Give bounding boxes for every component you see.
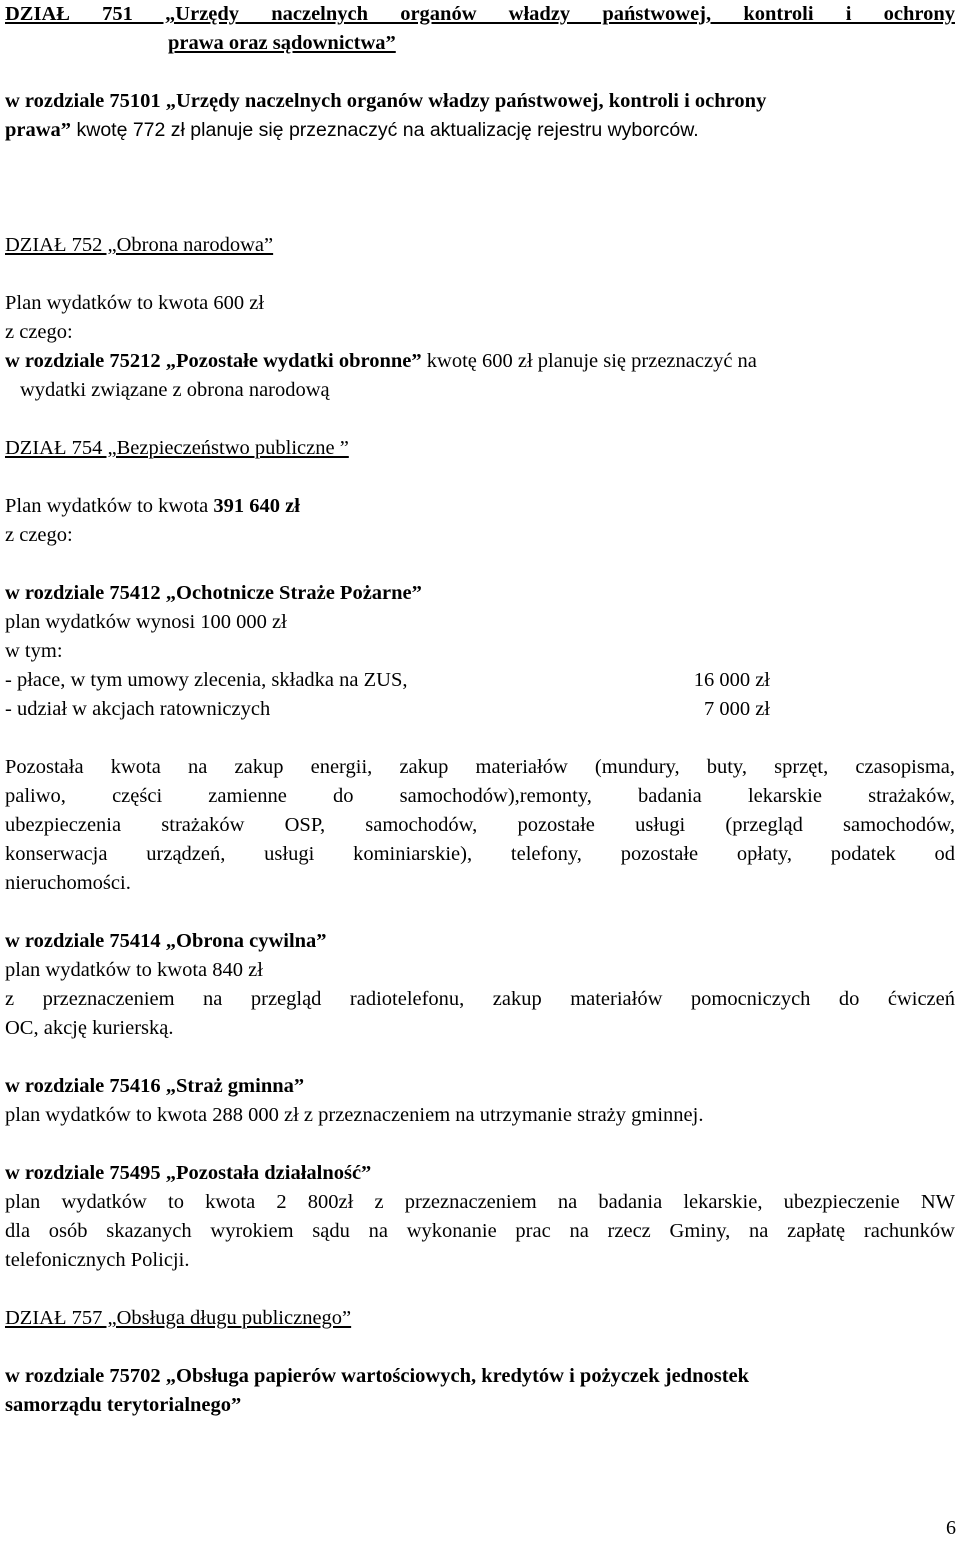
dzial-754-plan-amount: 391 640 zł [213, 495, 300, 517]
list-item-label: - płace, w tym umowy zlecenia, składka na ZUS, [5, 669, 408, 691]
rozdzial-75101-prawa: prawa” [5, 119, 72, 141]
rozdzial-75212-title: w rozdziale 75212 „Pozostałe wydatki obronne” [5, 350, 422, 372]
dzial-754-plan-text: Plan wydatków to kwota [5, 495, 214, 517]
rozdzial-75416-plan: plan wydatków to kwota 288 000 zł z przeznaczeniem na utrzymanie straży gminnej. [5, 1104, 704, 1126]
paragraph-line: OC, akcję kurierską. [5, 1017, 174, 1039]
rozdzial-75101-line2 [5, 116, 955, 145]
rozdzial-75702-line1: w rozdziale 75702 „Obsługa papierów wartościowych, kredytów i pożyczek jednostek [5, 1365, 750, 1387]
rozdzial-75101-text: kwotę 772 zł planuje się przeznaczyć na aktualizację rejestru wyborców. [71, 119, 699, 141]
paragraph-line: Pozostała kwota na zakup energii, zakup materiałów (mundury, buty, sprzęt, czasopisma, [5, 756, 955, 778]
list-item-amount: 16 000 zł [693, 669, 770, 691]
dzial-751-heading-line1: DZIAŁ 751 „Urzędy naczelnych organów władzy państwowej, kontroli i ochrony [5, 3, 955, 25]
rozdzial-75212-line2: wydatki związane z obrona narodową [20, 379, 330, 401]
paragraph-line: telefonicznych Policji. [5, 1249, 190, 1271]
dzial-754-heading: DZIAŁ 754 „Bezpieczeństwo publiczne ” [5, 437, 349, 459]
dzial-754-plan [5, 492, 955, 521]
rozdzial-75101-line1: w rozdziale 75101 „Urzędy naczelnych organów władzy państwowej, kontroli i ochrony [5, 90, 767, 112]
paragraph-line: paliwo, części zamienne do samochodów),remonty, badania lekarskie strażaków, [5, 785, 955, 807]
paragraph-line: ubezpieczenia strażaków OSP, samochodów, pozostałe usługi (przegląd samochodów, [5, 814, 955, 836]
rozdzial-75495-title: w rozdziale 75495 „Pozostała działalność” [5, 1162, 372, 1184]
rozdzial-75412-w-tym: w tym: [5, 640, 63, 662]
dzial-754-z-czego: z czego: [5, 524, 73, 546]
paragraph-line: plan wydatków to kwota 2 800zł z przeznaczeniem na badania lekarskie, ubezpieczenie NW [5, 1191, 955, 1213]
rozdzial-75412-title: w rozdziale 75412 „Ochotnicze Straże Pożarne” [5, 582, 422, 604]
rozdzial-75702-line2: samorządu terytorialnego” [5, 1394, 242, 1416]
rozdzial-75212-line1 [5, 347, 955, 376]
rozdzial-75416-title: w rozdziale 75416 „Straż gminna” [5, 1075, 305, 1097]
paragraph-line: dla osób skazanych wyrokiem sądu na wykonanie prac na rzecz Gminy, na zapłatę rachunków [5, 1220, 955, 1242]
dzial-752-z-czego: z czego: [5, 321, 73, 343]
dzial-752-heading: DZIAŁ 752 „Obrona narodowa” [5, 234, 274, 256]
page-number: 6 [946, 1517, 956, 1539]
rozdzial-75414-plan: plan wydatków to kwota 840 zł [5, 959, 263, 981]
dzial-752-plan: Plan wydatków to kwota 600 zł [5, 292, 265, 314]
paragraph-line: nieruchomości. [5, 872, 131, 894]
list-item-amount: 7 000 zł [703, 698, 770, 720]
dzial-757-heading: DZIAŁ 757 „Obsługa długu publicznego” [5, 1307, 352, 1329]
rozdzial-75412-plan: plan wydatków wynosi 100 000 zł [5, 611, 287, 633]
paragraph-line: z przeznaczeniem na przegląd radiotelefonu, zakup materiałów pomocniczych do ćwiczeń [5, 988, 955, 1010]
list-item-label: - udział w akcjach ratowniczych [5, 698, 271, 720]
dzial-751-heading-line2: prawa oraz sądownictwa” [168, 32, 396, 54]
paragraph-line: konserwacja urządzeń, usługi kominiarskie), telefony, pozostałe opłaty, podatek od [5, 843, 955, 865]
rozdzial-75414-title: w rozdziale 75414 „Obrona cywilna” [5, 930, 327, 952]
rozdzial-75212-text: kwotę 600 zł planuje się przeznaczyć na [421, 350, 757, 372]
